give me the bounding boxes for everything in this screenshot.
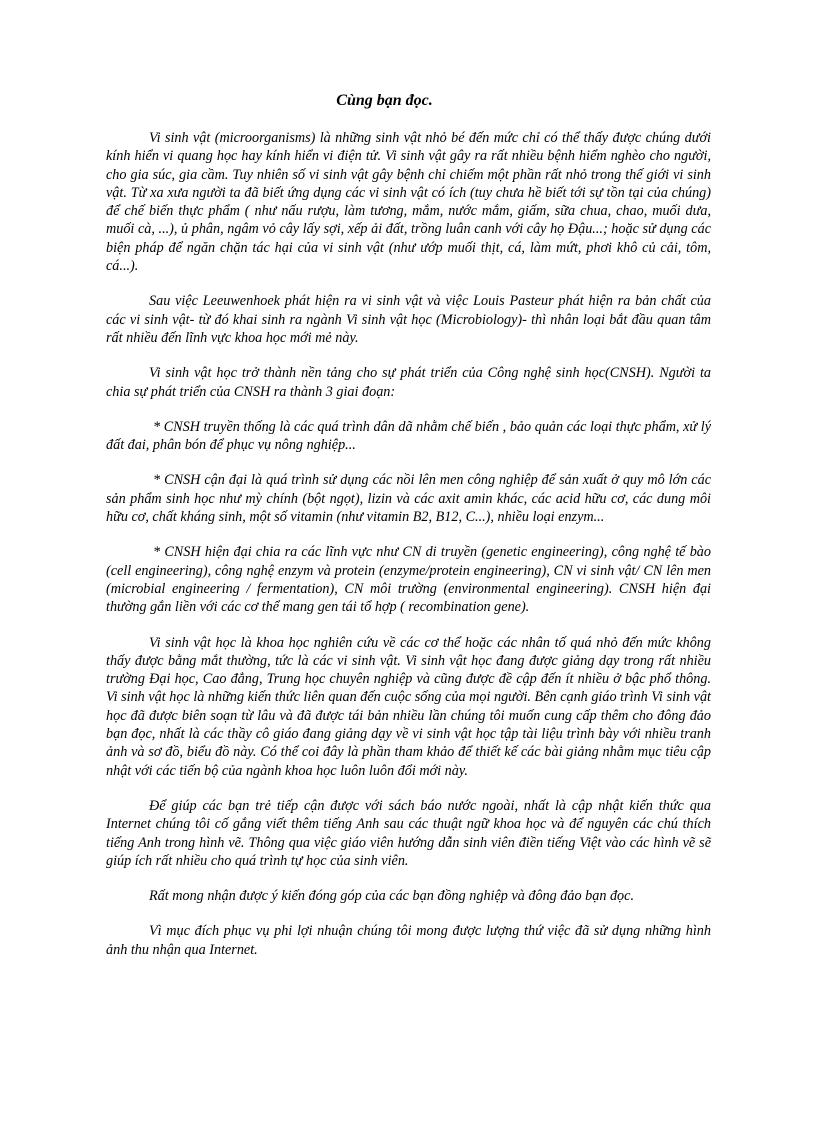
paragraph-intro: Vi sinh vật (microorganisms) là những sinh vật nhỏ bé đến mức chỉ có thể thấy được chúng dưới kính hiển vi quang học hay kính hiển vi điện tử. Vi sinh vật gây ra rất nhiều bệnh hiểm nghèo cho người, cho gia súc, gia cầm. Tuy nhiên số vi sinh vật gây bệnh chỉ chiếm một phần rất nhỏ trong thế giới vi sinh vật. Từ xa xưa người ta đã biết ứng dụng các vi sinh vật có ích (tuy chưa hề biết tới sự tồn tại của chúng) để chế biến thực phẩm ( như nấu rượu, làm tương, mắm, nước mắm, giấm, sữa chua, chao, muối dưa, muối cà, ...), ủ phân, ngâm vỏ cây lấy sợi, xếp ải đất, trồng luân canh với cây họ Đậu...; hoặc sử dụng các biện pháp để ngăn chặn tác hại của vi sinh vật (như ướp muối thịt, cá, làm mứt, phơi khô củ cải, tôm, cá...). [106,130,711,275]
paragraph-cnsh-modern-early: * CNSH cận đại là quá trình sử dụng các nồi lên men công nghiệp để sản xuất ở quy mô lớn các sản phẩm sinh học như mỳ chính (bột ngọt), lizin và các axit amin khác, các acid hữu cơ, các dung môi hữu cơ, chất kháng sinh, một số vitamin (như vitamin B2, B12, C...), nhiều loại enzym... [106,472,711,526]
paragraph-cnsh-traditional: * CNSH truyền thống là các quá trình dân dã nhằm chế biến , bảo quản các loại thực phẩm, xử lý đất đai, phân bón để phục vụ nông nghiệp... [106,418,711,454]
paragraph-english-terms: Để giúp các bạn trẻ tiếp cận được với sách báo nước ngoài, nhất là cập nhật kiến thức qua Internet chúng tôi cố gắng viết thêm tiếng Anh sau các thuật ngữ khoa học và để nguyên các chú thích tiếng Anh trong hình vẽ. Thông qua việc giáo viên hướng dẫn sinh viên điền tiếng Việt vào các hình vẽ sẽ giúp ích rất nhiều cho quá trình tự học của sinh viên. [106,797,711,869]
paragraph-nonprofit: Vì mục đích phục vụ phi lợi nhuận chúng tôi mong được lượng thứ việc đã sử dụng những hình ảnh thu nhận qua Internet. [106,923,711,958]
paragraph-microbiology: Vi sinh vật học là khoa học nghiên cứu về các cơ thể hoặc các nhân tố quá nhỏ đến mức không thấy được bằng mắt thường, tức là các vi sinh vật. Vi sinh vật học đang được giảng dạy trong rất nhiều trường Đại học, Cao đẳng, Trung học chuyên nghiệp và cũng được đề cập đến ít nhiều ở bậc phổ thông. Vi sinh vật học là những kiến thức liên quan đến cuộc sống của mọi người. Bên cạnh giáo trình Vi sinh vật học đã được biên soạn từ lâu và đã được tái bản nhiều lần chúng tôi muốn cung cấp thêm cho đông đảo bạn đọc, nhất là các thầy cô giáo đang giảng dạy về vi sinh vật học tập tài liệu trình bày với nhiều tranh ảnh và sơ đồ, biểu đồ này. Có thể coi đây là phần tham khảo để thiết kế các bài giảng nhằm mục tiêu cập nhật với các tiến bộ của ngành khoa học luôn luôn đổi mới này. [106,634,711,779]
document-page [106,92,711,976]
paragraph-history: Sau việc Leeuwenhoek phát hiện ra vi sinh vật và việc Louis Pasteur phát hiện ra bản chất của các vi sinh vật- từ đó khai sinh ra ngành Vi sinh vật học (Microbiology)- thì nhân loại bắt đầu quan tâm rất nhiều đến lĩnh vực khoa học mới mẻ này. [106,293,711,346]
paragraph-feedback: Rất mong nhận được ý kiến đóng góp của các bạn đồng nghiệp và đông đảo bạn đọc. [149,888,634,905]
paragraph-cnsh: Vi sinh vật học trở thành nền tảng cho sự phát triển của Công nghệ sinh học(CNSH). Người ta chia sự phát triển của CNSH ra thành 3 giai đoạn: [106,365,711,400]
page-title: Cùng bạn đọc. [336,92,433,109]
paragraph-cnsh-modern: * CNSH hiện đại chia ra các lĩnh vực như CN di truyền (genetic engineering), công nghệ tế bào (cell engineering), công nghệ enzym và protein (enzyme/protein engineering), CN vi sinh vật/ CN lên men (microbial engineering / fermentation), CN môi trường (environmental engineering). CNSH hiện đại thường gắn liền với các cơ thể mang gen tái tổ hợp ( recombination gene). [106,544,711,616]
